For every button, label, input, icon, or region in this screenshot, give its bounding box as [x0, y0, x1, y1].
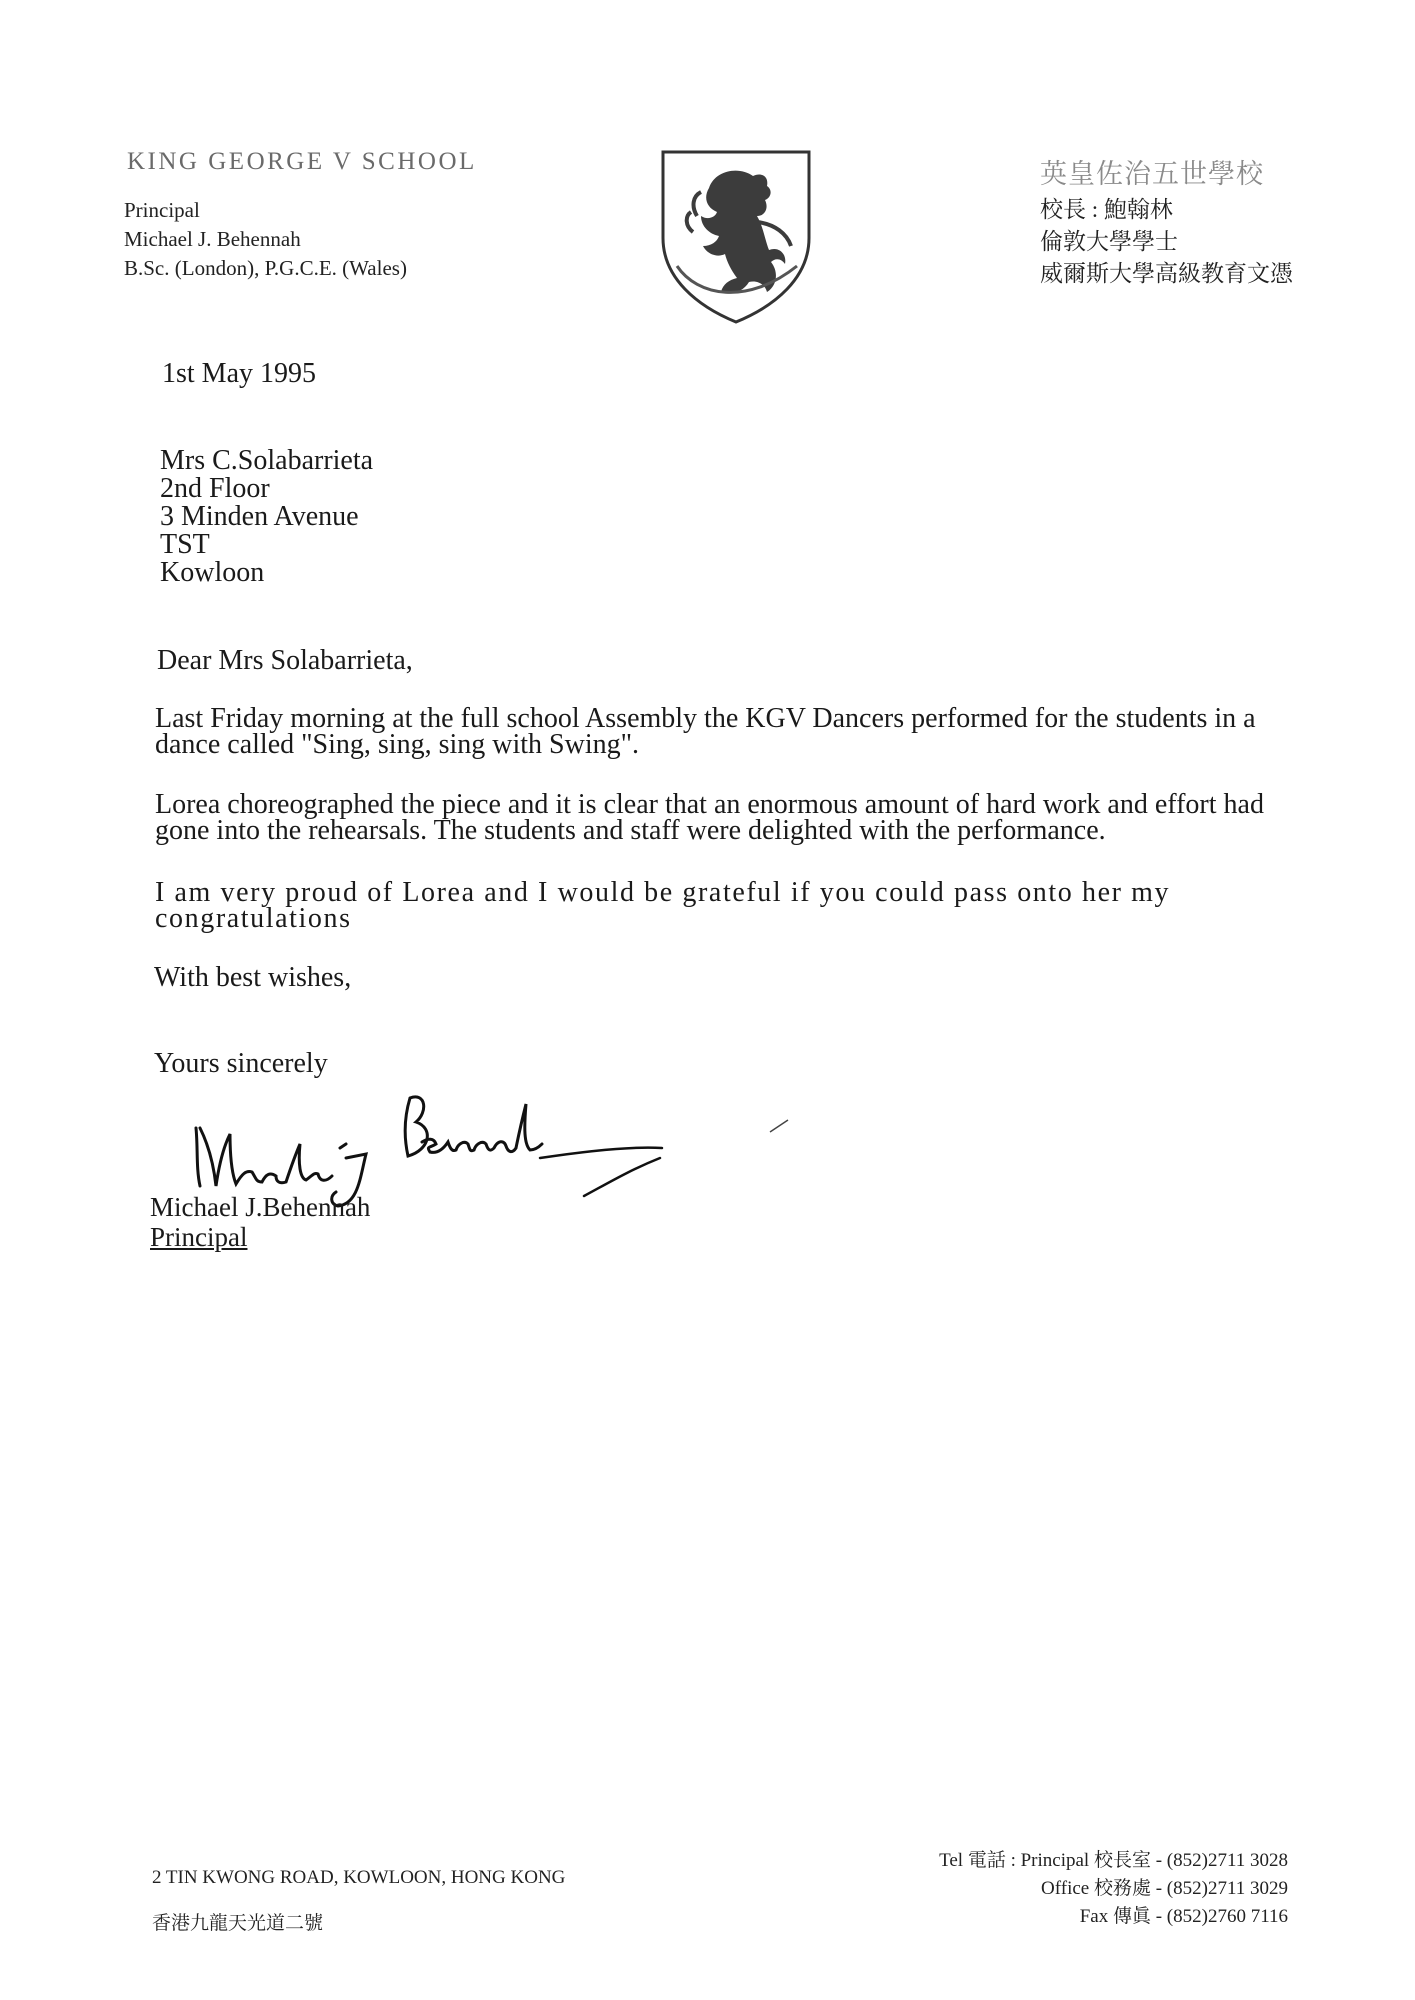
address-line: Mrs C.Solabarrieta — [160, 445, 374, 476]
salutation: Dear Mrs Solabarrieta, — [157, 645, 413, 676]
footer-address-english: 2 TIN KWONG ROAD, KOWLOON, HONG KONG — [152, 1867, 566, 1888]
footer-address — [152, 1855, 565, 1947]
recipient-address — [160, 447, 373, 587]
principal-name: Michael J. Behennah — [124, 227, 301, 251]
body-paragraph: Lorea choreographed the piece and it is clear that an enormous amount of hard work and effort had gone into the rehearsals. The students and staff were delighted with the performance. — [155, 789, 1264, 846]
letter-date: 1st May 1995 — [162, 358, 316, 389]
signer-title: Principal — [150, 1222, 248, 1252]
address-line: Kowloon — [160, 557, 265, 588]
chinese-qualification-1: 倫敦大學學士 — [1040, 229, 1178, 254]
sign-off: Yours sincerely — [154, 1048, 328, 1079]
telephone-office: Office 校務處 - (852)2711 3029 — [1041, 1878, 1288, 1899]
chinese-school-name: 英皇佐治五世學校 — [1040, 159, 1264, 189]
school-crest-icon — [657, 146, 815, 326]
principal-qualifications: B.Sc. (London), P.G.C.E. (Wales) — [124, 256, 407, 280]
chinese-letterhead — [1040, 158, 1293, 290]
principal-details — [124, 196, 407, 283]
fax-number: Fax 傳眞 - (852)2760 7116 — [1079, 1906, 1288, 1927]
address-line: 3 Minden Avenue — [160, 501, 359, 532]
chinese-principal: 校長 : 鮑翰林 — [1040, 197, 1173, 222]
closing-line: With best wishes, — [154, 962, 352, 993]
chinese-qualification-2: 威爾斯大學高級教育文憑 — [1040, 261, 1293, 286]
pen-mark — [768, 1118, 790, 1134]
body-paragraph: I am very proud of Lorea and I would be grateful if you could pass onto her my congratulations — [155, 877, 1171, 934]
principal-role: Principal — [124, 198, 200, 222]
footer-contact — [939, 1847, 1288, 1931]
address-line: 2nd Floor — [160, 473, 270, 504]
body-paragraph: Last Friday morning at the full school Assembly the KGV Dancers performed for the students in a dance called "Sing, sing, sing with Swing". — [155, 703, 1256, 760]
telephone-principal: Tel 電話 : Principal 校長室 - (852)2711 3028 — [939, 1850, 1288, 1871]
signer-name: Michael J.Behennah — [150, 1192, 371, 1222]
address-line: TST — [160, 529, 210, 560]
school-name: KING GEORGE V SCHOOL — [127, 148, 477, 175]
footer-address-chinese: 香港九龍天光道二號 — [152, 1913, 324, 1934]
signer-block — [150, 1192, 370, 1252]
